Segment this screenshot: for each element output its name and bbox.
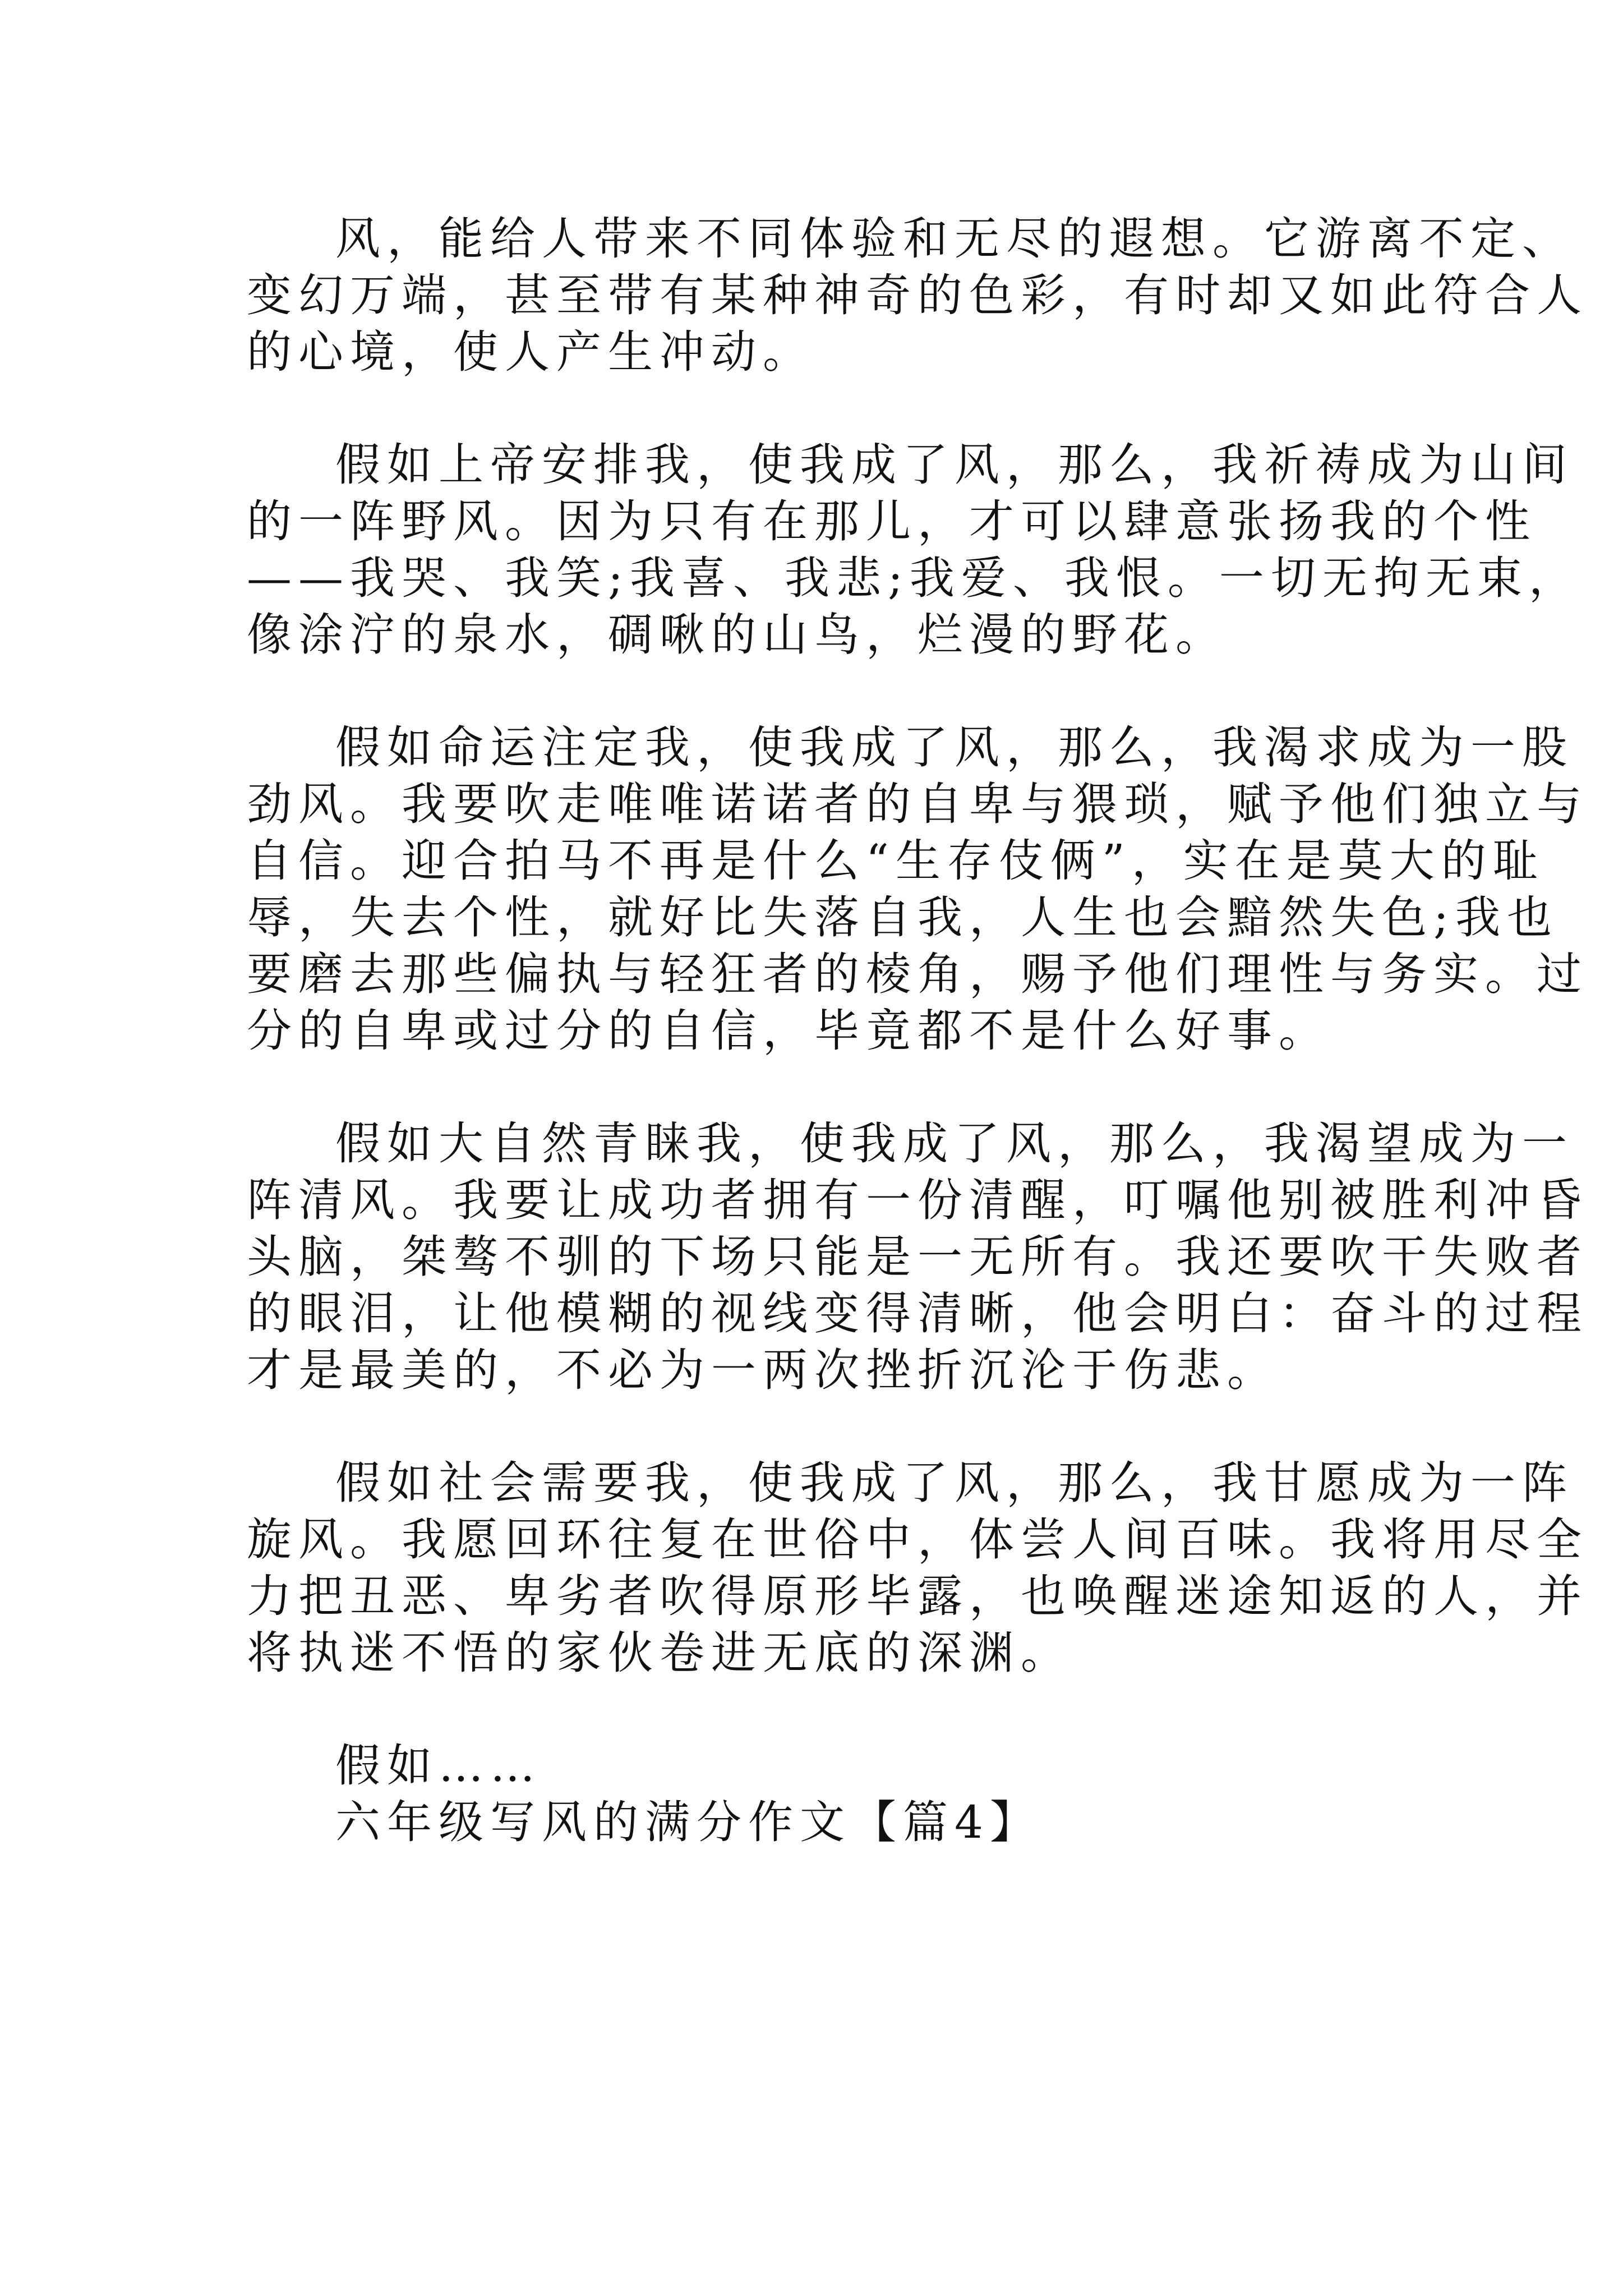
paragraph-line: 假如上帝安排我，使我成了风，那么，我祈祷成为山间 (335, 439, 1574, 491)
paragraph-line: 旋风。我愿回环往复在世俗中，体尝人间百味。我将用尽全 (247, 1513, 1588, 1566)
paragraph-line: 要磨去那些偏执与轻狂者的棱角，赐予他们理性与务实。过 (247, 948, 1588, 1000)
paragraph-line: 风，能给人带来不同体验和无尽的遐想。它游离不定、 (335, 213, 1574, 265)
paragraph-line: 力把丑恶、卑劣者吹得原形毕露，也唤醒迷途知返的人，并 (247, 1570, 1588, 1622)
paragraph-line: 假如社会需要我，使我成了风，那么，我甘愿成为一阵 (335, 1457, 1574, 1509)
paragraph-line: 变幻万端，甚至带有某种神奇的色彩，有时却又如此符合人 (247, 269, 1588, 321)
paragraph-line: 分的自卑或过分的自信，毕竟都不是什么好事。 (247, 1005, 1330, 1057)
paragraph-line: 的心境，使人产生冲动。 (247, 326, 814, 378)
paragraph-line: 假如…… (335, 1740, 542, 1792)
paragraph-line: 头脑，桀骜不驯的下场只能是一无所有。我还要吹干失败者 (247, 1231, 1588, 1283)
paragraph-line: 辱，失去个性，就好比失落自我，人生也会黯然失色;我也 (247, 891, 1559, 944)
paragraph-line: 将执迷不悟的家伙卷进无底的深渊。 (247, 1627, 1072, 1679)
paragraph-line: 的眼泪，让他模糊的视线变得清晰，他会明白：奋斗的过程 (247, 1287, 1588, 1340)
paragraph-line: ——我哭、我笑;我喜、我悲;我爱、我恨。一切无拘无束， (247, 552, 1580, 604)
paragraph-line: 自信。迎合拍马不再是什么“生存伎俩”，实在是莫大的耻 (247, 835, 1544, 887)
paragraph-line: 假如命运注定我，使我成了风，那么，我渴求成为一股 (335, 721, 1574, 774)
paragraph-line: 像涂泞的泉水，碉啾的山鸟，烂漫的野花。 (247, 609, 1227, 661)
paragraph-line: 阵清风。我要让成功者拥有一份清醒，叮嘱他别被胜利冲昏 (247, 1174, 1588, 1226)
section-heading: 六年级写风的满分作文【篇4】 (335, 1796, 1041, 1848)
paragraph-line: 假如大自然青睐我，使我成了风，那么，我渴望成为一 (335, 1117, 1574, 1170)
paragraph-line: 才是最美的，不必为一两次挫折沉沦于伤悲。 (247, 1344, 1279, 1396)
paragraph-line: 的一阵野风。因为只有在那儿，才可以肆意张扬我的个性 (247, 495, 1537, 547)
paragraph-line: 劲风。我要吹走唯唯诺诺者的自卑与猥琐，赋予他们独立与 (247, 778, 1588, 830)
